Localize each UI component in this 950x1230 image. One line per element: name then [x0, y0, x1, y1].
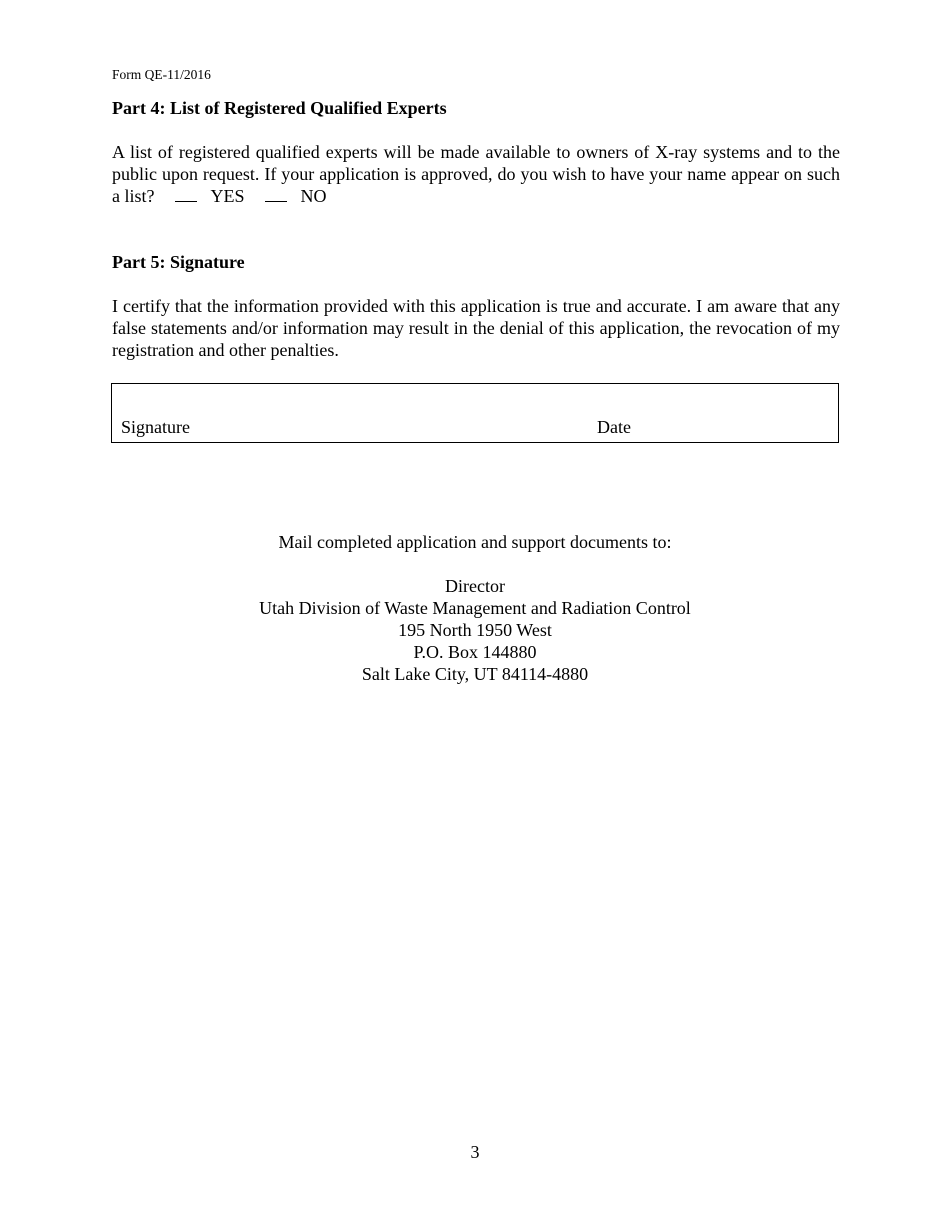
no-option-label: NO: [300, 186, 327, 206]
yes-option-label: YES: [210, 186, 245, 206]
mailing-address: [0, 575, 950, 685]
part5-line-2: false statements and/or information may result in the denial of this application, the revocation of my: [112, 318, 840, 338]
address-street: 195 North 1950 West: [398, 620, 552, 640]
no-blank[interactable]: [265, 187, 287, 202]
part4-heading: Part 4: List of Registered Qualified Experts: [112, 98, 447, 118]
mailing-intro: Mail completed application and support documents to:: [278, 532, 672, 552]
signature-label: Signature: [121, 417, 190, 437]
part5-paragraph: [112, 295, 840, 361]
part4-paragraph: [112, 141, 840, 207]
page-number: 3: [470, 1142, 480, 1162]
part5-heading: Part 5: Signature: [112, 252, 245, 272]
address-recipient: Director: [445, 576, 505, 596]
part5-line-1: I certify that the information provided with this application is true and accurate. I am aware that any: [112, 296, 840, 316]
part4-line-2: public upon request. If your application is approved, do you wish to have your name appear on such: [112, 164, 840, 184]
yes-blank[interactable]: [175, 187, 197, 202]
date-label: Date: [597, 417, 631, 437]
address-po-box: P.O. Box 144880: [413, 642, 537, 662]
part4-question-end: a list?: [112, 186, 155, 206]
part4-line-3: [112, 185, 840, 207]
signature-box[interactable]: [111, 383, 839, 443]
part4-line-1: A list of registered qualified experts will be made available to owners of X-ray systems and to the: [112, 142, 840, 162]
address-city-state-zip: Salt Lake City, UT 84114-4880: [361, 664, 589, 684]
form-identifier: Form QE-11/2016: [112, 67, 211, 82]
part5-line-3: registration and other penalties.: [112, 340, 339, 360]
address-organization: Utah Division of Waste Management and Radiation Control: [259, 598, 691, 618]
